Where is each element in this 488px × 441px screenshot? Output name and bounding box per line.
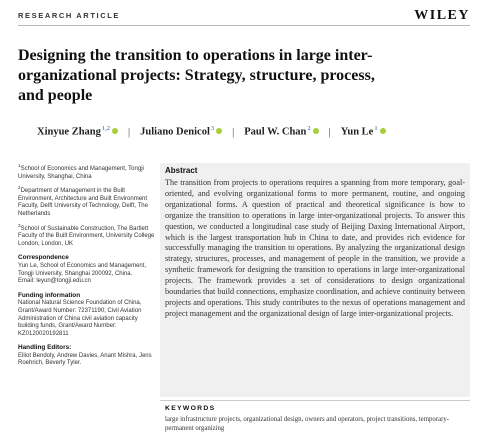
author-separator: |	[232, 126, 235, 138]
affiliation-3: $^3$School of Sustainable Construction, The Bartlett Faculty of the Built Environment, University College London, London, UK	[18, 222, 155, 247]
orcid-icon[interactable]	[313, 128, 319, 134]
keywords-text: large infrastructure projects, organizational design, owners and operators, project transitions, temporary-permanent organizing	[165, 416, 449, 432]
affiliation-ref[interactable]: 2	[307, 125, 311, 132]
correspondence-text: Yun Le, School of Economics and Management, Tongji University, Shanghai 200092, China.	[18, 262, 147, 277]
author-name[interactable]: Yun Le	[340, 126, 374, 138]
handling-editors-text: Elliot Bendoly, Andrew Davies, Anant Mishra, Jens Roehrich, Beverly Tyler.	[18, 352, 152, 367]
affiliation-1: $^1$School of Economics and Management, Tongji University, Shanghai, China	[18, 163, 144, 180]
abstract-text: The transition from projects to operations requires a spanning from more temporary, goal-oriented, and evolving organizational forms to more permanent, routine, and ongoing organizational forms. A question of practical and theoretical significance is how to organize the transition to operations in large inter-organizational projects. To answer this question, we conducted a longitudinal case study of Beijing Daxing International Airport, which is the largest transportation hub in China to date, and provides rich evidence for successfully managing the transition to operations. By analyzing the organizational design strategy, structures, processes, and management of people in the transition, we provide a synthetic framework for designing the transition to operations in large inter-organizational projects. The framework provides a set of considerations to design organizational boundaries that build connections, emphasize coordination, and achieve continuity between projects and operations. This study contributes to the nexus of operations management and project management and the organizational design of large inter-organizational projects.	[165, 178, 465, 318]
author-le[interactable]	[341, 125, 386, 138]
affiliation-ref[interactable]: 1	[374, 125, 378, 132]
correspondence-heading: Correspondence	[18, 254, 69, 262]
orcid-icon[interactable]	[380, 128, 386, 134]
publisher-logo[interactable]: WILEY	[414, 8, 470, 23]
article-type-label: RESEARCH ARTICLE	[18, 11, 120, 20]
affiliation-ref[interactable]: 1,2	[101, 125, 111, 132]
author-name[interactable]: Paul W. Chan	[244, 126, 307, 138]
author-denicol[interactable]	[140, 125, 222, 138]
affiliation-2: $^2$Department of Management in the Built Environment, Architecture and Built Environment Faculty, Delft University of Technology, Delft, The Netherlands	[18, 185, 148, 217]
orcid-icon[interactable]	[112, 128, 118, 134]
keywords-divider	[160, 400, 470, 401]
funding-heading: Funding information	[18, 291, 81, 299]
author-separator: |	[128, 126, 131, 138]
author-name[interactable]: Xinyue Zhang	[37, 126, 101, 138]
correspondence-email[interactable]: Email: leyun@tongji.edu.cn	[18, 278, 91, 285]
author-list	[37, 125, 478, 138]
funding-text: National Natural Science Foundation of China, Grant/Award Number: 72371190; Civil Aviation Administration of China civil aviation capacity building funds, Grant/Award Number: KZ0120020192811	[18, 300, 142, 337]
article-info-sidebar	[18, 162, 158, 368]
journal-header	[18, 8, 470, 24]
abstract-heading: Abstract	[165, 166, 198, 175]
author-name[interactable]: Juliano Denicol	[140, 126, 210, 138]
keywords-heading: KEYWORDS	[165, 405, 216, 412]
author-separator: |	[328, 126, 331, 138]
header-divider	[18, 25, 470, 26]
affiliation-ref[interactable]: 3	[210, 125, 215, 132]
handling-editors-heading: Handling Editors:	[18, 344, 72, 352]
orcid-icon[interactable]	[216, 128, 222, 134]
author-zhang[interactable]	[37, 125, 118, 138]
article-title: Designing the transition to operations in large inter-organizational projects: Strategy, structure, process, and people	[18, 47, 375, 104]
author-chan[interactable]	[244, 125, 318, 138]
abstract-box	[160, 163, 470, 397]
